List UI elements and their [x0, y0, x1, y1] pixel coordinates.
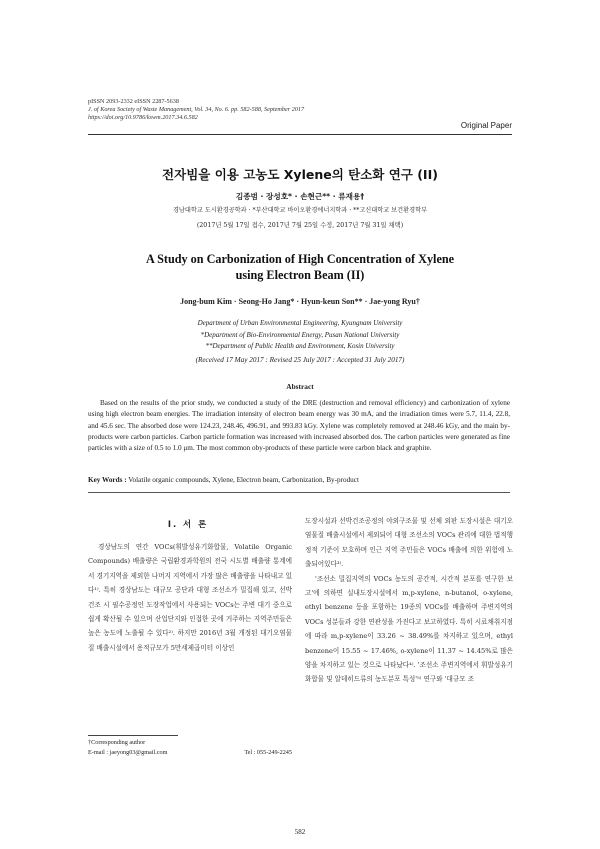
english-authors: Jong-bum Kim · Seong-Ho Jang* · Hyun-keun Son** · Jae-yong Ryu† — [180, 297, 420, 306]
abstract-heading: Abstract — [286, 382, 314, 391]
left-column — [88, 540, 292, 655]
header-divider — [88, 134, 512, 135]
keywords-label: Key Words : — [88, 476, 127, 484]
journal-citation: J. of Korea Society of Waste Management, Vol. 34, No. 6. pp. 582-588, September 2017 — [88, 106, 305, 113]
english-dates: (Received 17 May 2017 : Revised 25 July 2017 : Accepted 31 July 2017) — [195, 356, 405, 364]
intro-paragraph-3: '조선소 밀집지역의 VOCs 농도의 공간적, 시간적 분포를 연구한 보고'에 의하면 실내도장시설에서 m,p-xylene, n-butanol, o-xylene, ethyl benzene 등을 포함하는 19종의 VOCs를 배출하며 주변지역의 VOCs 성분들과 강한 연관성을 가진다고 보고하였다. 특히 시료채취지점에 따라 m,p-xylene이 33.26 ~ 38.49%를 차지하고 있으며, ethyl benzene이 15.55 ~ 17.46%, o-xylene이 11.37 ~ 14.45%로 많은 양을 차지하고 있는 것으로 나타났다⁴⁾. '조선소 주변지역에서 휘발성유기화합물 및 알데히드류의 농도분포 특성'⁵⁾ 연구와 '대규모 조 — [305, 574, 513, 684]
affiliation-1: Department of Urban Environmental Engineering, Kyungnam University — [197, 319, 403, 327]
keywords-text: Volatile organic compounds, Xylene, Electron beam, Carbonization, By-product — [128, 476, 359, 484]
corresponding-author-label: †Corresponding author — [88, 739, 146, 746]
corresponding-email[interactable]: E-mail : jaeyong03@gmail.com — [88, 749, 168, 756]
english-title-line1: A Study on Carbonization of High Concentration of Xylene — [145, 252, 455, 266]
footnote — [88, 738, 298, 758]
doi-link[interactable]: https://doi.org/10.9786/kswm.2017.34.6.582 — [88, 114, 198, 121]
page-number: 582 — [294, 828, 306, 836]
abstract-body: Based on the results of the prior study, we conducted a study of the DRE (destruction and removal efficiency) and carbonization of xylene using high electron beam energies. The irradiation intensity of electron beam energy was 30 mA, and the irradiation times were 5.7, 11.4, 22.8, and 45.6 sec. The absorbed dose were 124.23, 248.46, 496.91, and 993.83 kGy. Xylene was completely removed at 248.46 kGy, and the main by-products were carbon particles. Carbon particle formation was increased with increased absorbed dos. The carbon particles were generated as fine particles with a size of 0.5 to 1.0 μm. The most common oby-products of these particle were carbon black and graphite. — [88, 399, 510, 453]
korean-dates: (2017년 5월 17일 접수, 2017년 7월 25일 수정, 2017년 7월 31일 채택) — [196, 222, 404, 229]
intro-paragraph-1: 경상남도의 연간 VOCs(휘발성유기화합물, Volatile Organic Compounds) 배출량은 국립환경과학원의 전국 시도별 배출량 통계에서 경기지역을 제외한 나머지 지역에서 가장 많은 배출량을 나타내고 있다¹⁾. 특히 경상남도는 대규모 공단과 대형 조선소가 밀집해 있고, 선박건조 시 필수공정인 도장작업에서 사용되는 VOCs는 주변 대기 중으로 쉽게 확산될 수 있으며 산업단지와 인접한 곳에 거주하는 지역주민들은 높은 농도에 노출될 수 있다²⁾. 하지만 2016년 3월 개정된 대기오염물질 배출시설에서 용적규모가 5만세제곱미터 이상인 — [88, 543, 292, 652]
korean-authors: 김종범 · 장성호* · 손현근** · 류재용† — [235, 192, 365, 201]
keywords-divider — [88, 492, 510, 493]
section-title: I. 서 론 — [167, 519, 209, 529]
corresponding-tel: Tel : 055-249-2245 — [244, 749, 292, 756]
issn-line: pISSN 2093-2332 eISSN 2287-5638 — [88, 98, 179, 105]
keywords — [88, 476, 510, 484]
affiliation-3: **Department of Public Health and Environment, Kosin University — [205, 342, 395, 350]
affiliation-2: *Department of Bio-Environmental Energy, Pusan National University — [200, 330, 400, 339]
english-title — [60, 251, 540, 283]
footnote-divider — [88, 735, 178, 736]
right-column — [305, 514, 513, 687]
korean-affiliations: 경남대학교 도시환경공학과 · *부산대학교 바이오환경에너지학과 · **고신대학교 보건환경학부 — [172, 207, 428, 214]
intro-paragraph-2: 도장시설과 선박건조공정의 야외구조물 및 선체 외판 도장시설은 대기오염물질 배출시설에서 제외되어 대형 조선소의 VOCs 관리에 대한 법적행정적 기준이 모호하며 인근 지역 주민들은 VOCs 배출에 의한 위험에 노출되어있다³⁾. — [305, 517, 513, 569]
english-title-line2: using Electron Beam (II) — [235, 268, 365, 282]
paper-type-label: Original Paper — [460, 121, 512, 130]
korean-title: 전자빔을 이용 고농도 Xylene의 탄소화 연구 (II) — [162, 167, 438, 182]
english-affiliations — [60, 318, 540, 353]
